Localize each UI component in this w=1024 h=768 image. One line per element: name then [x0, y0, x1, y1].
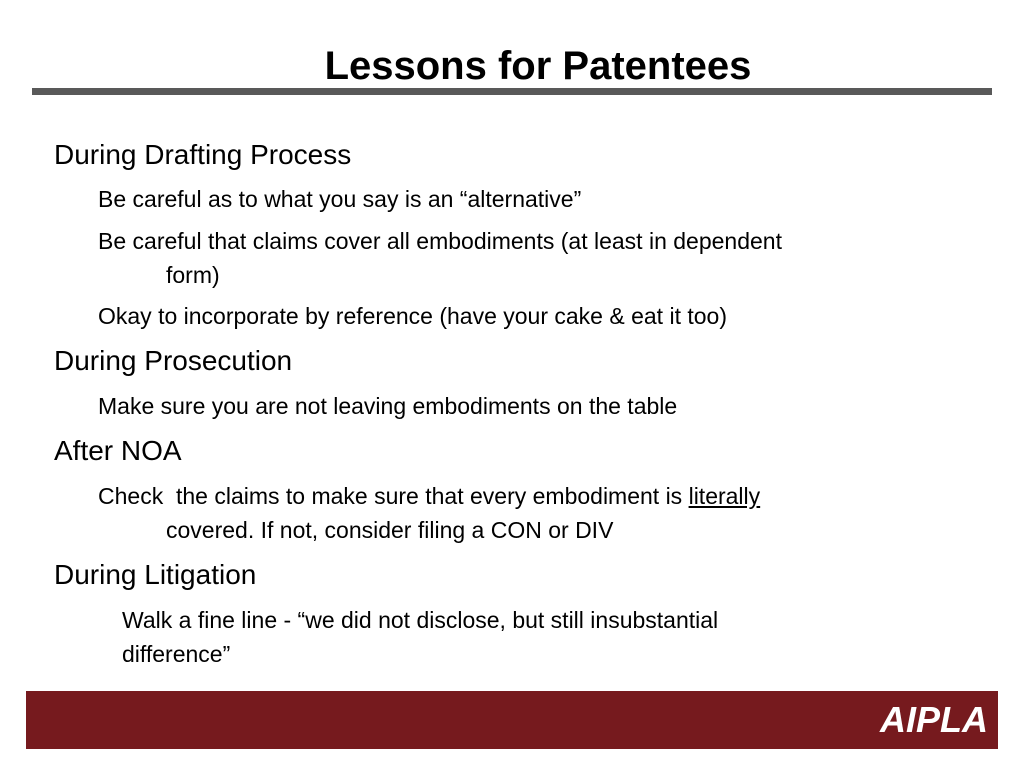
bullet-fine-line-line2: difference”: [122, 641, 231, 667]
bullet-incorporate-reference: Okay to incorporate by reference (have your cake & eat it too): [98, 303, 727, 329]
section-heading-drafting: During Drafting Process: [54, 139, 352, 170]
bullet-claims-cover-line2: form): [166, 262, 220, 288]
footer-bar: [26, 691, 998, 749]
bullet-fine-line-line1: Walk a fine line - “we did not disclose, but still insubstantial: [122, 607, 719, 633]
aipla-logo: AIPLA: [880, 699, 988, 740]
underlined-literally: literally: [688, 483, 761, 509]
bullet-claims-cover-line1: Be careful that claims cover all embodiments (at least in dependent: [98, 228, 782, 254]
bullet-claims-cover: [98, 224, 782, 292]
bullet-fine-line: [122, 603, 718, 671]
bullet-alternative: Be careful as to what you say is an “alternative”: [98, 186, 582, 212]
section-heading-litigation: During Litigation: [54, 559, 257, 590]
bullet-check-claims-text: Check the claims to make sure that every embodiment is: [98, 483, 689, 509]
bullet-check-claims-line1: [98, 483, 760, 509]
bullet-check-claims-line2: covered. If not, consider filing a CON or DIV: [166, 517, 614, 543]
slide-title: Lessons for Patentees: [324, 44, 752, 88]
title-divider: [32, 88, 992, 95]
section-heading-prosecution: During Prosecution: [54, 345, 293, 376]
bullet-check-claims: [98, 479, 760, 547]
bullet-not-leaving-embodiments: Make sure you are not leaving embodiments on the table: [98, 393, 678, 419]
section-heading-after-noa: After NOA: [54, 435, 182, 466]
